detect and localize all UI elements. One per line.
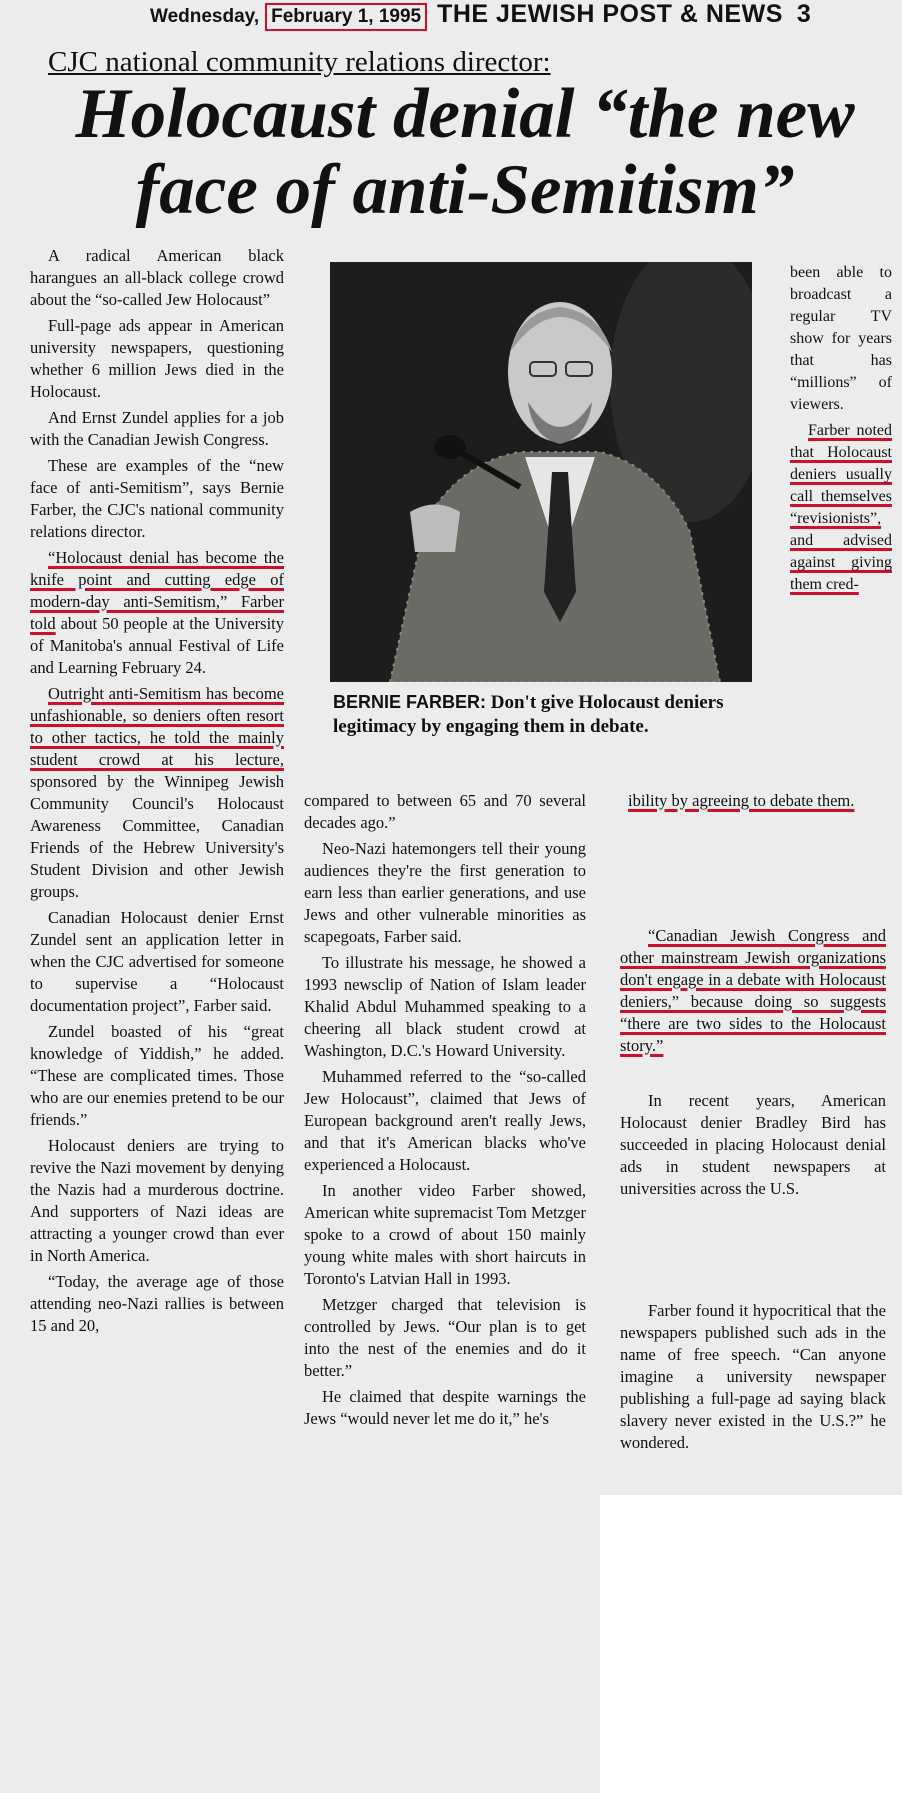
caption-name: BERNIE FARBER: <box>333 692 487 712</box>
paragraph <box>628 790 892 812</box>
article-column-2 <box>304 790 586 1434</box>
article-column-3-bird <box>620 1090 886 1204</box>
header-paper-name: THE JEWISH POST & NEWS <box>437 0 783 28</box>
header-page-number: 3 <box>796 0 811 28</box>
paragraph: Metzger charged that television is controlled by Jews. “Our plan is to get into the nest of the enemies and do it better.” <box>304 1295 586 1380</box>
photo-caption <box>333 690 753 739</box>
paragraph: been able to broadcast a regular TV show for years that has “millions” of viewers. <box>790 264 892 413</box>
paragraph: Zundel boasted of his “great knowledge of Yiddish,” he added. “These are complicated times. Those who are our enemies pretend to be our friends.” <box>30 1022 284 1129</box>
paragraph: Neo-Nazi hatemongers tell their young audiences they're the first generation to earn less than earlier generations, and use Jews and other vulnerable minorities as scapegoats, Farber said. <box>304 839 586 946</box>
paragraph: In recent years, American Holocaust denier Bradley Bird has succeeded in placing Holocaust denial ads in student newspapers at universities across the U.S. <box>620 1091 886 1198</box>
paragraph: He claimed that despite warnings the Jews “would never let me do it,” he's <box>304 1387 586 1428</box>
paragraph: These are examples of the “new face of anti-Semitism”, says Bernie Farber, the CJC's national community relations director. <box>30 456 284 541</box>
paragraph: And Ernst Zundel applies for a job with the Canadian Jewish Congress. <box>30 408 284 449</box>
paragraph: To illustrate his message, he showed a 1993 newsclip of Nation of Islam leader Khalid Abdul Muhammed speaking to a cheering all black student crowd at Washington, D.C.'s Howard University. <box>304 953 586 1060</box>
paragraph: “Today, the average age of those attending neo-Nazi rallies is between 15 and 20, <box>30 1272 284 1335</box>
paragraph: Holocaust deniers are trying to revive the Nazi movement by denying the Nazis had a murderous doctrine. And supporters of Nazi ideas are attracting a younger crowd than ever in North America. <box>30 1136 284 1265</box>
paragraph: Farber found it hypocritical that the newspapers published such ads in the name of free speech. “Can anyone imagine a university newspaper publishing a full-page ad saying black slavery never existed in the U.S.?” he wondered. <box>620 1301 886 1452</box>
portrait-illustration <box>330 262 752 682</box>
article-column-3-quote <box>620 925 886 1061</box>
header-date: February 1, 1995 <box>265 3 427 31</box>
article-headline: Holocaust denial “the new face of anti-Semitism” <box>75 75 855 229</box>
paragraph: Full-page ads appear in American university newspapers, questioning whether 6 million Jews died in the Holocaust. <box>30 316 284 401</box>
photo-bernie-farber <box>330 262 752 682</box>
paragraph: A radical American black harangues an all-black college crowd about the “so-called Jew Holocaust” <box>30 246 284 309</box>
highlighted-quote: “Holocaust denial has become the knife point and cutting edge of modern-day anti-Semitism,” Farber told <box>30 548 284 633</box>
paragraph-text: about 50 people at the University of Manitoba's annual Festival of Life and Learning February 24. <box>30 614 284 677</box>
paragraph: Muhammed referred to the “so-called Jew Holocaust”, claimed that Jews of European background aren't really Jews, and that it's American blacks who've experienced a Holocaust. <box>304 1067 586 1174</box>
paragraph <box>30 547 284 679</box>
paragraph <box>790 420 892 596</box>
blank-area <box>600 1495 902 1793</box>
paragraph <box>620 925 886 1057</box>
article-column-1 <box>30 245 284 1341</box>
article-kicker: CJC national community relations director: <box>48 46 551 78</box>
paragraph: In another video Farber showed, American white supremacist Tom Metzger spoke to a crowd of about 150 mainly young white males with short haircuts in Toronto's Latvian Hall in 1993. <box>304 1181 586 1288</box>
article-column-3-continuation <box>628 790 892 816</box>
paragraph: Canadian Holocaust denier Ernst Zundel sent an application letter in when the CJC advertised for someone to supervise a “Holocaust documentation project”, Farber said. <box>30 908 284 1015</box>
highlighted-text: ibility by agreeing to debate them. <box>628 791 855 810</box>
article-column-3-top <box>790 262 892 600</box>
paragraph-text: sponsored by the Winnipeg Jewish Community Council's Holocaust Awareness Committee, Canadian Friends of the Hebrew University's Student Division and other Jewish groups. <box>30 772 284 901</box>
article-column-3-end <box>620 1300 886 1458</box>
highlighted-quote: “Canadian Jewish Congress and other mainstream Jewish organizations don't engage in a debate with Holocaust deniers,” because doing so suggests “there are two sides to the Holocaust story.” <box>620 926 886 1055</box>
paragraph <box>30 683 284 903</box>
paragraph: compared to between 65 and 70 several decades ago.” <box>304 791 586 832</box>
highlighted-text: Outright anti-Semitism has become unfashionable, so deniers often resort to other tactics, he told the mainly student crowd at his lecture, <box>30 684 284 769</box>
highlighted-text: Farber noted that Holocaust deniers usually call themselves “revisionists”, and advised against giving them cred- <box>790 422 892 593</box>
page-header <box>150 0 811 34</box>
header-day: Wednesday, <box>150 6 260 27</box>
caption-text: Don't give Holocaust deniers legitimacy by engaging them in debate. <box>333 692 724 737</box>
